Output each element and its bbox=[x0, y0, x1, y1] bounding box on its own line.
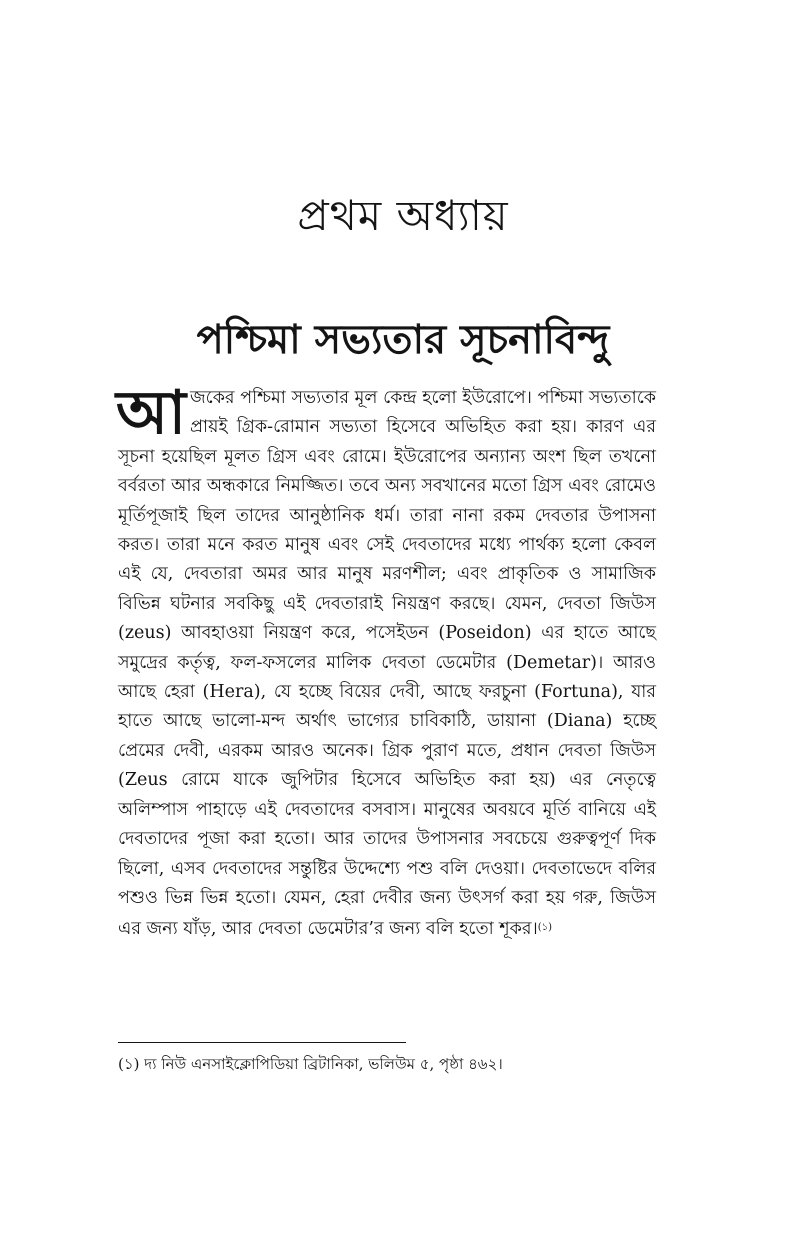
body-text: জকের পশ্চিমা সভ্যতার মূল কেন্দ্র হলো ইউরোপে। পশ্চিমা সভ্যতাকে প্রায়ই গ্রিক-রোমান সভ্যতা হিসেবে অভিহিত করা হয়। কারণ এর সূচনা হয়েছিল মূলত গ্রিস এবং রোমে। ইউরোপের অন্যান্য অংশ ছিল তখনো বর্বরতা আর অন্ধকারে নিমজ্জিত। তবে অন্য সবখানের মতো গ্রিস এবং রোমেও মূর্তিপূজাই ছিল তাদের আনুষ্ঠানিক ধর্ম। তারা নানা রকম দেবতার উপাসনা করত। তারা মনে করত মানুষ এবং সেই দেবতাদের মধ্যে পার্থক্য হলো কেবল এই যে, দেবতারা অমর আর মানুষ মরণশীল; এবং প্রাকৃতিক ও সামাজিক বিভিন্ন ঘটনার সবকিছু এই দেবতারাই নিয়ন্ত্রণ করছে। যেমন, দেবতা জিউস (zeus) আবহাওয়া নিয়ন্ত্রণ করে, পসেইডন (Poseidon) এর হাতে আছে সমুদ্রের কর্তৃত্ব, ফল-ফসলের মালিক দেবতা ডেমেটার (Demetar)। আরও আছে হেরা (Hera), যে হচ্ছে বিয়ের দেবী, আছে ফরচুনা (Fortuna), যার হাতে আছে ভালো-মন্দ অর্থাৎ ভাগ্যের চাবিকাঠি, ডায়ানা (Diana) হচ্ছে প্রেমের দেবী, এরকম আরও অনেক। গ্রিক পুরাণ মতে, প্রধান দেবতা জিউস (Zeus রোমে যাকে জুপিটার হিসেবে অভিহিত করা হয়) এর নেতৃত্বে অলিম্পাস পাহাড়ে এই দেবতাদের বসবাস। মানুষের অবয়বে মূর্তি বানিয়ে এই দেবতাদের পূজা করা হতো। আর তাদের উপাসনার সবচেয়ে গুরুত্বপূর্ণ দিক ছিলো, এসব দেবতাদের সন্তুষ্টির উদ্দেশ্যে পশু বলি দেওয়া। দেবতাভেদে বলির পশুও ভিন্ন ভিন্ন হতো। যেমন, হেরা দেবীর জন্য উৎসর্গ করা হয় গরু, জিউস এর জন্য যাঁড়, আর দেবতা ডেমেটার’র জন্য বলি হতো শূকর। bbox=[118, 388, 656, 940]
chapter-title: প্রথম অধ্যায় bbox=[297, 191, 509, 240]
footnote-text: (১) দ্য নিউ এনসাইক্লোপিডিয়া ব্রিটানিকা, ভলিউম ৫, পৃষ্ঠা ৪৬২। bbox=[118, 1055, 503, 1073]
footnote-divider bbox=[118, 1042, 406, 1043]
body-paragraph bbox=[116, 378, 656, 945]
drop-cap: আ bbox=[116, 378, 186, 448]
section-title: পশ্চিমা সভ্যতার সূচনাবিন্দু bbox=[196, 316, 610, 363]
footnote-marker[interactable]: (১) bbox=[537, 922, 552, 934]
